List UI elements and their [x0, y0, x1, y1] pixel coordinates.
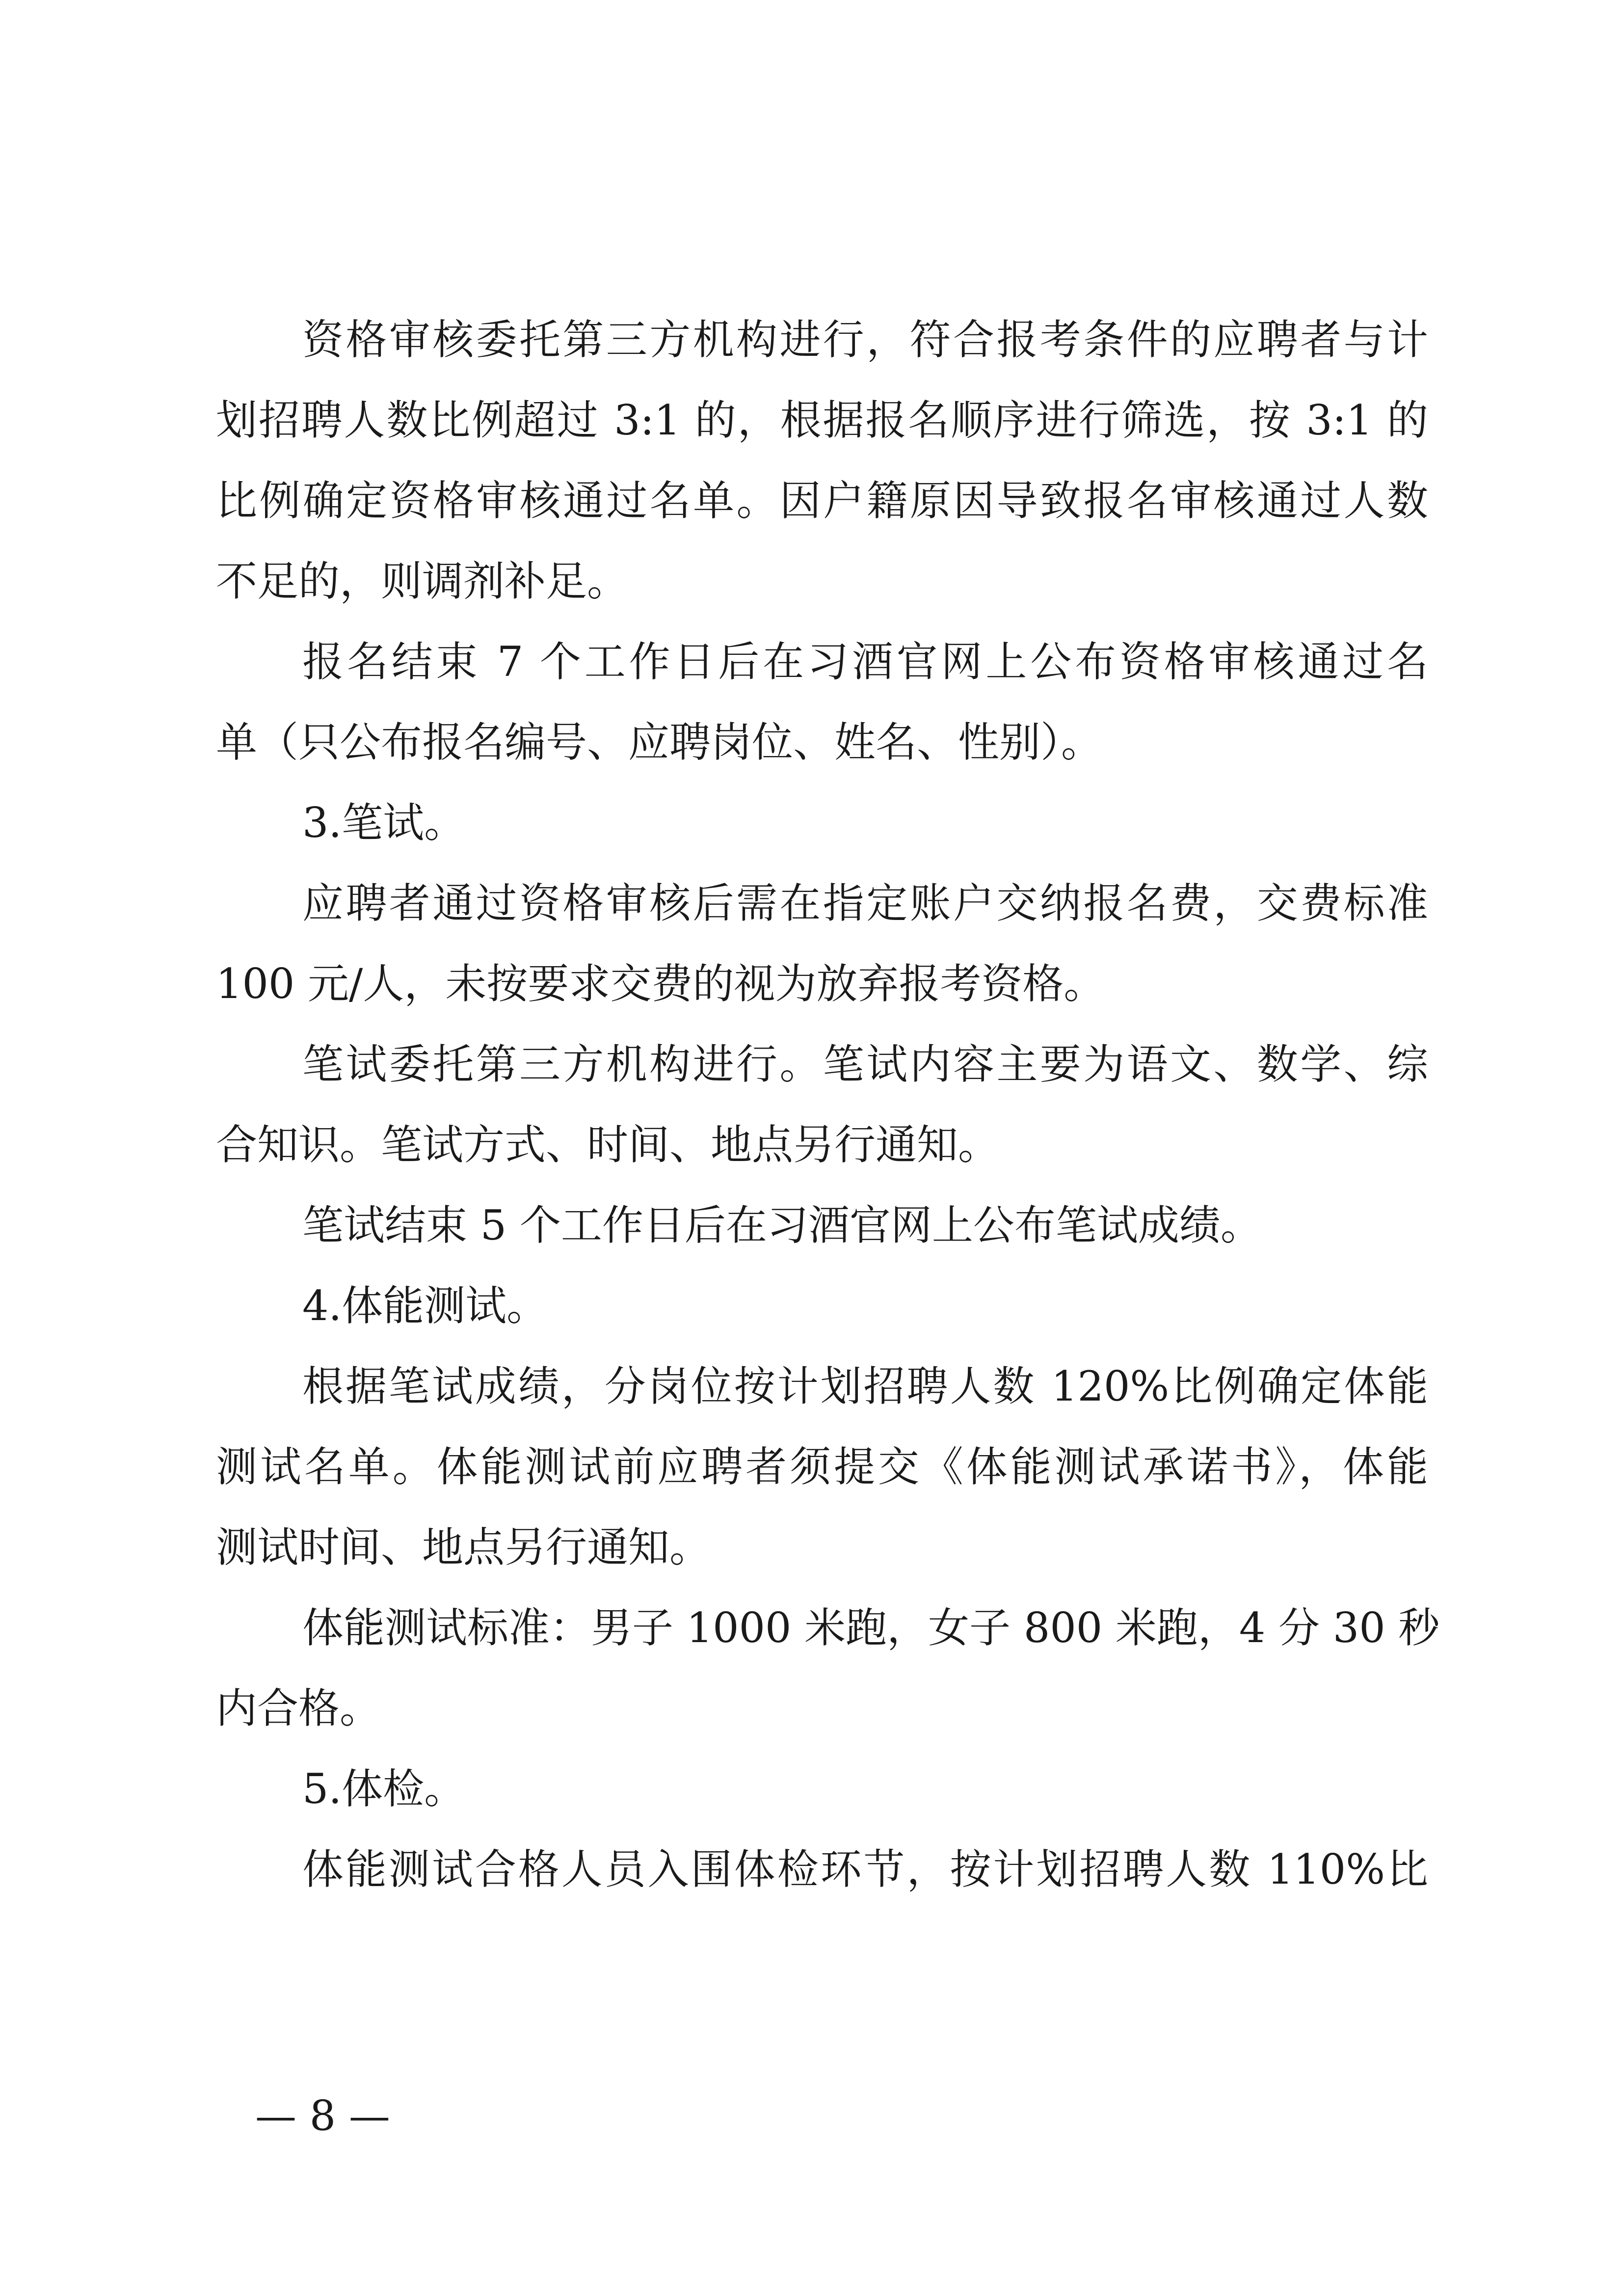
body-line: 内合格。	[216, 1684, 381, 1732]
body-line: 体能测试合格人员入围体检环节，按计划招聘人数 110%比	[302, 1845, 1428, 1893]
body-line: 不足的，则调剂补足。	[216, 557, 629, 605]
body-line: 比例确定资格审核通过名单。因户籍原因导致报名审核通过人数	[216, 477, 1428, 525]
section-heading: 5.体检。	[302, 1765, 466, 1813]
body-line: 划招聘人数比例超过 3:1 的，根据报名顺序进行筛选，按 3:1 的	[216, 396, 1428, 444]
body-line: 应聘者通过资格审核后需在指定账户交纳报名费，交费标准	[302, 879, 1428, 927]
body-line: 根据笔试成绩，分岗位按计划招聘人数 120%比例确定体能	[302, 1362, 1428, 1410]
section-heading: 3.笔试。	[302, 799, 466, 847]
body-line: 单（只公布报名编号、应聘岗位、姓名、性别）。	[216, 718, 1103, 766]
page-number: — 8 —	[255, 2092, 390, 2140]
body-line: 100 元/人，未按要求交费的视为放弃报考资格。	[216, 960, 1105, 1008]
document-body	[216, 299, 1440, 1910]
body-line: 合知识。笔试方式、时间、地点另行通知。	[216, 1121, 1000, 1169]
body-line: 体能测试标准：男子 1000 米跑，女子 800 米跑，4 分 30 秒	[302, 1604, 1440, 1652]
body-line: 资格审核委托第三方机构进行，符合报考条件的应聘者与计	[302, 316, 1428, 364]
section-heading: 4.体能测试。	[302, 1282, 548, 1330]
body-line: 报名结束 7 个工作日后在习酒官网上公布资格审核通过名	[302, 638, 1428, 686]
body-line: 测试名单。体能测试前应聘者须提交《体能测试承诺书》，体能	[216, 1443, 1428, 1491]
body-line: 笔试委托第三方机构进行。笔试内容主要为语文、数学、综	[302, 1040, 1428, 1088]
body-line: 笔试结束 5 个工作日后在习酒官网上公布笔试成绩。	[302, 1201, 1262, 1249]
body-line: 测试时间、地点另行通知。	[216, 1523, 711, 1571]
